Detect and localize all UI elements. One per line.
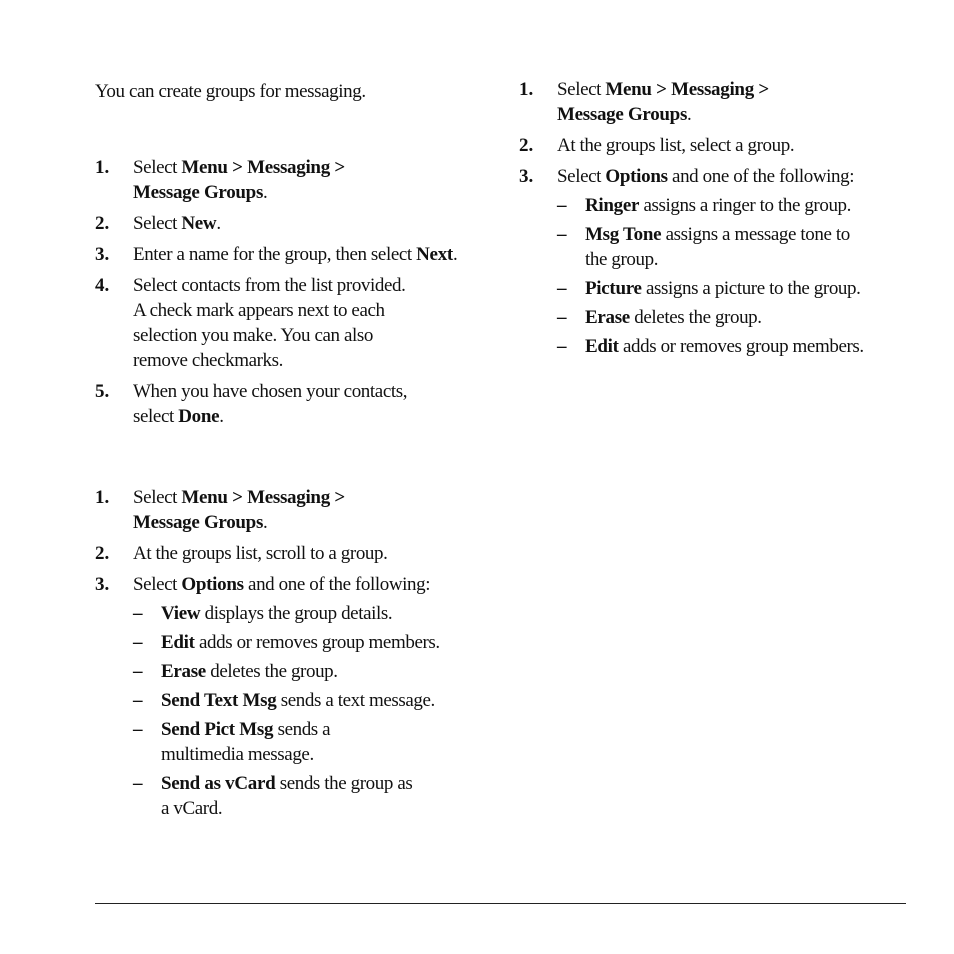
step-number: 1. xyxy=(95,487,110,508)
dash-bullet: – xyxy=(133,661,143,682)
dash-bullet: – xyxy=(557,224,567,245)
dash-bullet: – xyxy=(133,632,143,653)
step-item xyxy=(519,164,909,359)
option-item xyxy=(133,630,475,655)
step-item xyxy=(95,572,475,821)
bold-term: Message Groups xyxy=(557,104,688,125)
step-number: 2. xyxy=(519,135,534,156)
bold-term: Menu > Messaging > xyxy=(605,79,769,100)
step-item xyxy=(519,133,909,158)
bold-term: Message Groups xyxy=(133,512,264,533)
option-list xyxy=(133,601,475,821)
bold-term: Send Pict Msg xyxy=(161,719,274,740)
option-text: Erase deletes the group. xyxy=(585,307,762,328)
option-item xyxy=(133,688,475,713)
step-item xyxy=(95,485,475,535)
option-item xyxy=(133,771,475,821)
step-text: Select New. xyxy=(133,213,221,234)
footer-rule xyxy=(95,903,906,904)
bold-term: View xyxy=(161,603,201,624)
option-item xyxy=(557,276,909,301)
bold-term: New xyxy=(181,213,217,234)
step-item xyxy=(95,379,475,429)
bold-term: Edit xyxy=(585,336,619,357)
bold-term: Next xyxy=(416,244,453,265)
option-text: Msg Tone assigns a message tone to the group. xyxy=(585,224,850,270)
step-number: 2. xyxy=(95,213,110,234)
dash-bullet: – xyxy=(133,773,143,794)
step-number: 3. xyxy=(95,244,110,265)
manage-group-steps xyxy=(95,485,475,827)
option-text: Picture assigns a picture to the group. xyxy=(585,278,861,299)
dash-bullet: – xyxy=(133,690,143,711)
option-item xyxy=(557,334,909,359)
dash-bullet: – xyxy=(557,195,567,216)
bold-term: Menu > Messaging > xyxy=(181,487,345,508)
bold-term: Options xyxy=(181,574,244,595)
bold-term: Message Groups xyxy=(133,182,264,203)
step-text: Select Options and one of the following: xyxy=(557,166,855,187)
option-item xyxy=(557,193,909,218)
option-text: Edit adds or removes group members. xyxy=(161,632,440,653)
dash-bullet: – xyxy=(557,278,567,299)
option-text: Erase deletes the group. xyxy=(161,661,338,682)
step-number: 1. xyxy=(519,79,534,100)
step-item xyxy=(95,273,475,373)
option-text: Ringer assigns a ringer to the group. xyxy=(585,195,852,216)
dash-bullet: – xyxy=(133,603,143,624)
create-group-steps xyxy=(95,155,475,435)
option-text: Edit adds or removes group members. xyxy=(585,336,864,357)
bold-term: Options xyxy=(605,166,668,187)
option-text: Send Pict Msg sends a multimedia message. xyxy=(161,719,331,765)
bold-term: Erase xyxy=(585,307,630,328)
dash-bullet: – xyxy=(133,719,143,740)
step-number: 5. xyxy=(95,381,110,402)
step-text: Select Options and one of the following: xyxy=(133,574,431,595)
option-text: Send as vCard sends the group as a vCard. xyxy=(161,773,413,819)
step-text: At the groups list, scroll to a group. xyxy=(133,543,388,564)
option-text: Send Text Msg sends a text message. xyxy=(161,690,435,711)
option-item xyxy=(133,601,475,626)
step-number: 2. xyxy=(95,543,110,564)
group-options-steps xyxy=(519,77,909,365)
bold-term: Menu > Messaging > xyxy=(181,157,345,178)
bold-term: Ringer xyxy=(585,195,640,216)
option-item xyxy=(133,659,475,684)
step-item xyxy=(95,242,475,267)
dash-bullet: – xyxy=(557,307,567,328)
step-text: Enter a name for the group, then select Next. xyxy=(133,244,458,265)
bold-term: Msg Tone xyxy=(585,224,662,245)
bold-term: Send as vCard xyxy=(161,773,276,794)
bold-term: Edit xyxy=(161,632,195,653)
step-text: Select contacts from the list provided. A check mark appears next to each selection you make. You can also remove checkmarks. xyxy=(133,275,406,371)
step-text: Select Menu > Messaging > Message Groups. xyxy=(557,79,769,125)
step-item xyxy=(519,77,909,127)
step-item xyxy=(95,155,475,205)
option-item xyxy=(557,222,909,272)
option-text: View displays the group details. xyxy=(161,603,393,624)
bold-term: Picture xyxy=(585,278,642,299)
step-item xyxy=(95,541,475,566)
step-number: 1. xyxy=(95,157,110,178)
option-item xyxy=(557,305,909,330)
bold-term: Done xyxy=(178,406,220,427)
option-list xyxy=(557,193,909,359)
step-item xyxy=(95,211,475,236)
intro-text: You can create groups for messaging. xyxy=(95,81,366,102)
bold-term: Erase xyxy=(161,661,206,682)
step-text: Select Menu > Messaging > Message Groups. xyxy=(133,487,345,533)
step-number: 3. xyxy=(519,166,534,187)
option-item xyxy=(133,717,475,767)
step-number: 4. xyxy=(95,275,110,296)
step-text: At the groups list, select a group. xyxy=(557,135,795,156)
step-text: When you have chosen your contacts, select Done. xyxy=(133,381,408,427)
dash-bullet: – xyxy=(557,336,567,357)
step-text: Select Menu > Messaging > Message Groups. xyxy=(133,157,345,203)
step-number: 3. xyxy=(95,574,110,595)
bold-term: Send Text Msg xyxy=(161,690,277,711)
